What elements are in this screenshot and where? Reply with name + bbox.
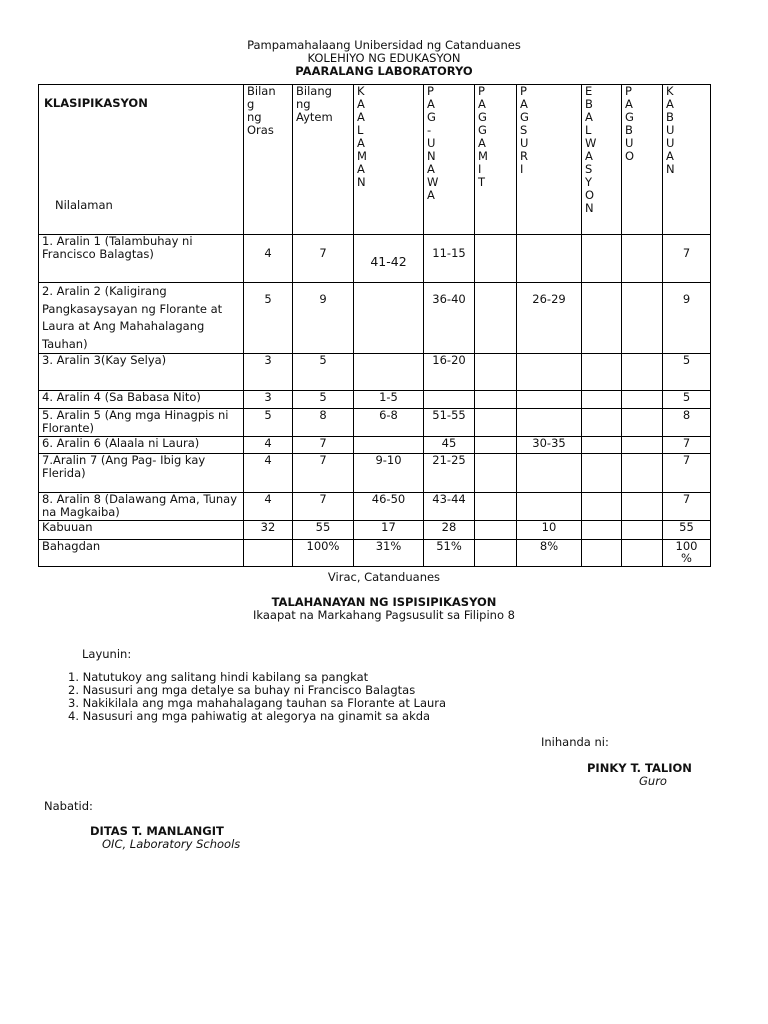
items-cell: 5: [293, 354, 354, 391]
kaalaman-cell: 41-42: [354, 235, 424, 283]
ebalwasyon-cell: [582, 283, 622, 354]
percent-label: Bahagdan: [39, 540, 244, 567]
table-row: [39, 493, 711, 521]
location: Virac, Catanduanes: [327, 570, 441, 584]
specification-table: [38, 84, 711, 567]
items-cell: 100%: [293, 540, 354, 567]
hours-cell: 32: [244, 521, 293, 540]
pagbuo-header: P A G B U O: [622, 85, 663, 235]
noted-label: Nabatid:: [44, 799, 93, 813]
pagbuo-cell: [622, 437, 663, 454]
ebalwasyon-cell: [582, 235, 622, 283]
pagbuo-cell: [622, 283, 663, 354]
pagunawa-cell: 51-55: [424, 409, 475, 437]
pagunawa-cell: 51%: [424, 540, 475, 567]
school-name: PAARALANG LABORATORYO: [295, 64, 473, 78]
items-cell: 7: [293, 454, 354, 493]
pagunawa-cell: 16-20: [424, 354, 475, 391]
pagunawa-header: P A G - U N A W A: [424, 85, 475, 235]
table-row: [39, 283, 711, 354]
ebalwasyon-cell: [582, 540, 622, 567]
list-item: 2. Nasusuri ang mga detalye sa buhay ni Francisco Balagtas: [68, 683, 416, 697]
total-cell: 7: [663, 454, 711, 493]
pagsuri-cell: [517, 454, 582, 493]
topic-cell: 5. Aralin 5 (Ang mga Hinagpis ni Florante): [39, 409, 244, 437]
pagunawa-cell: 21-25: [424, 454, 475, 493]
kaalaman-cell: 1-5: [354, 391, 424, 409]
table-row: [39, 354, 711, 391]
paggamit-cell: [475, 391, 517, 409]
preparer-name: PINKY T. TALION: [587, 761, 692, 775]
percent-row: [39, 540, 711, 567]
paggamit-cell: [475, 521, 517, 540]
kaalaman-cell: [354, 437, 424, 454]
ebalwasyon-cell: [582, 354, 622, 391]
total-cell: 7: [663, 493, 711, 521]
pagsuri-header: P A G S U R I: [517, 85, 582, 235]
items-cell: 5: [293, 391, 354, 409]
paggamit-cell: [475, 493, 517, 521]
paggamit-header: P A G G A M I T: [475, 85, 517, 235]
table-row: [39, 409, 711, 437]
topic-cell: 4. Aralin 4 (Sa Babasa Nito): [39, 391, 244, 409]
document-title: TALAHANAYAN NG ISPISIPIKASYON: [271, 595, 497, 609]
kaalaman-cell: 6-8: [354, 409, 424, 437]
approver-title: OIC, Laboratory Schools: [102, 837, 241, 851]
items-cell: 9: [293, 283, 354, 354]
ebalwasyon-header: E B A L W A S Y O N: [582, 85, 622, 235]
paggamit-cell: [475, 454, 517, 493]
pagsuri-cell: 10: [517, 521, 582, 540]
approver-name: DITAS T. MANLANGIT: [90, 824, 224, 838]
kaalaman-cell: 31%: [354, 540, 424, 567]
table-row: [39, 437, 711, 454]
ebalwasyon-cell: [582, 409, 622, 437]
pagbuo-cell: [622, 409, 663, 437]
header-classification-cell: [39, 85, 244, 235]
items-header: Bilang ng Aytem: [293, 85, 354, 235]
items-cell: 7: [293, 437, 354, 454]
hours-cell: 5: [244, 409, 293, 437]
items-cell: 7: [293, 235, 354, 283]
pagbuo-cell: [622, 235, 663, 283]
kaalaman-cell: [354, 283, 424, 354]
pagsuri-cell: 30-35: [517, 437, 582, 454]
total-cell: 5: [663, 354, 711, 391]
pagunawa-cell: 11-15: [424, 235, 475, 283]
objectives-label: Layunin:: [82, 647, 132, 661]
hours-cell: 4: [244, 235, 293, 283]
total-cell: 8: [663, 409, 711, 437]
kaalaman-cell: [354, 354, 424, 391]
pagsuri-cell: 26-29: [517, 283, 582, 354]
hours-cell: 4: [244, 437, 293, 454]
paggamit-cell: [475, 235, 517, 283]
total-cell: 7: [663, 437, 711, 454]
prepared-by-label: Inihanda ni:: [541, 735, 609, 749]
total-cell: 5: [663, 391, 711, 409]
ebalwasyon-cell: [582, 437, 622, 454]
pagunawa-cell: [424, 391, 475, 409]
total-label: Kabuuan: [39, 521, 244, 540]
table-row: [39, 235, 711, 283]
paggamit-cell: [475, 540, 517, 567]
college-name: KOLEHIYO NG EDUKASYON: [307, 51, 461, 65]
items-cell: 7: [293, 493, 354, 521]
ebalwasyon-cell: [582, 391, 622, 409]
paggamit-cell: [475, 409, 517, 437]
topic-cell: 2. Aralin 2 (Kaligirang Pangkasaysayan ng Florante at Laura at Ang Mahahalagang Tauhan): [39, 283, 244, 354]
ebalwasyon-cell: [582, 454, 622, 493]
pagbuo-cell: [622, 521, 663, 540]
content-header: Nilalaman: [55, 198, 113, 212]
pagunawa-cell: 43-44: [424, 493, 475, 521]
university-name: Pampamahalaang Unibersidad ng Catanduanes: [247, 38, 521, 52]
hours-cell: 4: [244, 493, 293, 521]
hours-cell: 3: [244, 391, 293, 409]
kabuuan-header: K A B U U A N: [663, 85, 711, 235]
objectives-list: [68, 671, 446, 723]
pagbuo-cell: [622, 540, 663, 567]
list-item: 1. Natutukoy ang salitang hindi kabilang sa pangkat: [68, 670, 369, 684]
pagsuri-cell: [517, 391, 582, 409]
preparer-title: Guro: [639, 774, 667, 788]
hours-cell: 5: [244, 283, 293, 354]
kaalaman-cell: 46-50: [354, 493, 424, 521]
topic-cell: 1. Aralin 1 (Talambuhay ni Francisco Balagtas): [39, 235, 244, 283]
ebalwasyon-cell: [582, 493, 622, 521]
pagbuo-cell: [622, 391, 663, 409]
table-row: [39, 391, 711, 409]
list-item: 4. Nasusuri ang mga pahiwatig at alegorya na ginamit sa akda: [68, 709, 431, 723]
pagsuri-cell: [517, 493, 582, 521]
hours-cell: 3: [244, 354, 293, 391]
ebalwasyon-cell: [582, 521, 622, 540]
kaalaman-cell: 17: [354, 521, 424, 540]
table-row: [39, 454, 711, 493]
total-cell: 100 %: [663, 540, 711, 567]
pagbuo-cell: [622, 354, 663, 391]
pagsuri-cell: 8%: [517, 540, 582, 567]
hours-header: Bilan g ng Oras: [244, 85, 293, 235]
pagbuo-cell: [622, 493, 663, 521]
paggamit-cell: [475, 437, 517, 454]
topic-cell: 3. Aralin 3(Kay Selya): [39, 354, 244, 391]
classification-header: KLASIPIKASYON: [44, 96, 148, 110]
pagbuo-cell: [622, 454, 663, 493]
pagunawa-cell: 36-40: [424, 283, 475, 354]
total-cell: 7: [663, 235, 711, 283]
total-cell: 9: [663, 283, 711, 354]
paggamit-cell: [475, 354, 517, 391]
hours-cell: 4: [244, 454, 293, 493]
table-header-row: [39, 85, 711, 235]
total-row: [39, 521, 711, 540]
pagsuri-cell: [517, 235, 582, 283]
topic-cell: 7.Aralin 7 (Ang Pag- Ibig kay Flerida): [39, 454, 244, 493]
pagunawa-cell: 28: [424, 521, 475, 540]
kaalaman-header: K A A L A M A N: [354, 85, 424, 235]
total-cell: 55: [663, 521, 711, 540]
items-cell: 8: [293, 409, 354, 437]
items-cell: 55: [293, 521, 354, 540]
pagsuri-cell: [517, 354, 582, 391]
list-item: 3. Nakikilala ang mga mahahalagang tauhan sa Florante at Laura: [68, 696, 447, 710]
pagsuri-cell: [517, 409, 582, 437]
paggamit-cell: [475, 283, 517, 354]
hours-cell: [244, 540, 293, 567]
topic-cell: 8. Aralin 8 (Dalawang Ama, Tunay na Magkaiba): [39, 493, 244, 521]
document-subtitle: Ikaapat na Markahang Pagsusulit sa Filipino 8: [253, 608, 515, 622]
topic-cell: 6. Aralin 6 (Alaala ni Laura): [39, 437, 244, 454]
kaalaman-cell: 9-10: [354, 454, 424, 493]
pagunawa-cell: 45: [424, 437, 475, 454]
